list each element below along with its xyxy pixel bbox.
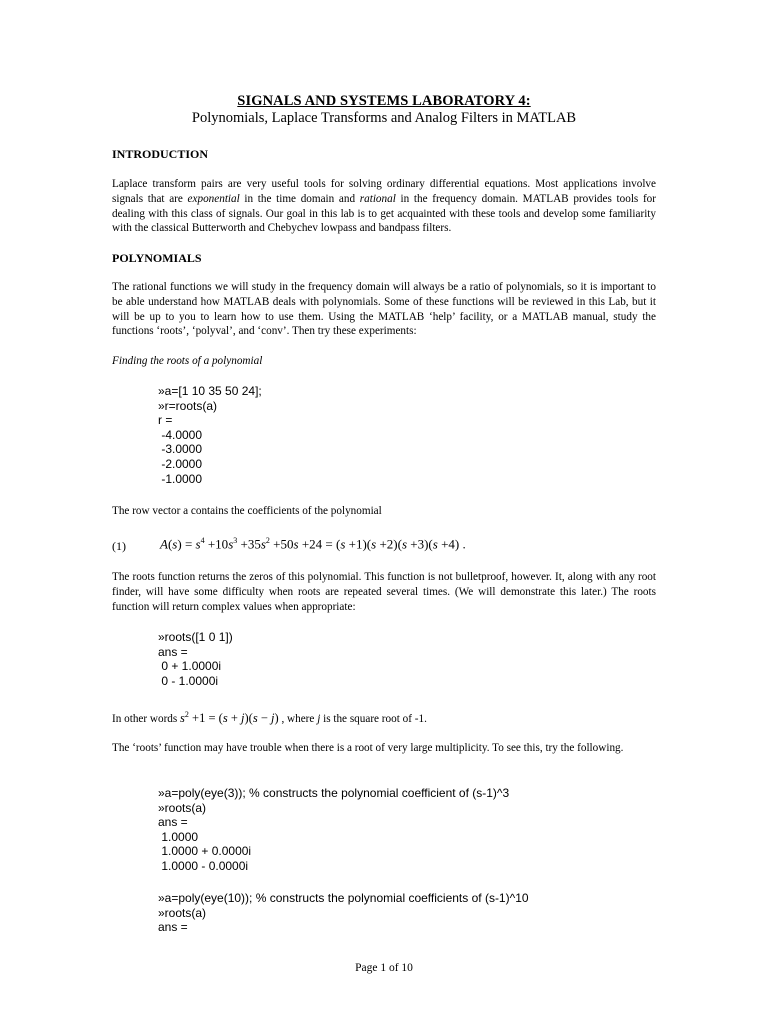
code-block-multiplicity-3: »a=poly(eye(3)); % constructs the polynomial coefficient of (s-1)^3 »roots(a) ans = 1.0000 1.0000 + 0.0000i 1.0000 - 0.0000i [158,786,510,873]
lab-subtitle: Polynomials, Laplace Transforms and Analog Filters in MATLAB [191,110,577,126]
equation-1 [112,536,672,556]
code-block-roots: »a=[1 10 35 50 24]; »r=roots(a) r = -4.0000 -3.0000 -2.0000 -1.0000 [158,384,262,486]
inline-equation: $s^2 +1 = (s + j)(s - j)$ [180,710,279,726]
roots-subheading: Finding the roots of a polynomial [112,355,263,367]
equation-polynomial: $A(s) = s^4 +10s^3 +35s^2 +50s +24 = (s +1)(s +2)(s +3)(s +4)$ . [160,536,466,552]
other-words-paragraph: In other words $s^2 +1 = (s + j)(s - j)$ , where j is the square root of -1. [112,710,427,726]
introduction-paragraph: Laplace transform pairs are very useful tools for solving ordinary differential equations. Most applications involve signals that are exponential in the time domain and rational in the frequency domain. MATLAB provides tools for dealing with this class of signals. Our goal in this lab is to get acquainted with these tools and develop some familiarity with the classical Butterworth and Chebychev lowpass and bandpass filters. [112,178,656,235]
code-block-multiplicity-10: »a=poly(eye(10)); % constructs the polynomial coefficients of (s-1)^10 »roots(a) ans = [158,891,529,935]
equation-number: (1) [112,539,126,553]
polynomials-heading: POLYNOMIALS [112,251,202,265]
trouble-paragraph: The ‘roots’ function may have trouble when there is a root of very large multiplicity. To see this, try the following. [112,742,624,754]
page-footer: Page 1 of 10 [355,962,413,974]
code-block-complex-roots: »roots([1 0 1]) ans = 0 + 1.0000i 0 - 1.0000i [158,630,233,688]
polynomials-paragraph: The rational functions we will study in the frequency domain will always be a ratio of polynomials, so it is important to be able understand how MATLAB deals with polynomials. Some of these functions will be reviewed in this Lab, but it will be up to you to learn how to use them. Using the MATLAB ‘help’ facility, or a MATLAB manual, study the functions ‘roots’, ‘polyval’, and ‘conv’. Then try these experiments: [112,281,656,338]
row-vector-paragraph: The row vector a contains the coefficients of the polynomial [112,505,382,517]
roots-function-paragraph: The roots function returns the zeros of this polynomial. This function is not bulletproof, however. It, along with any root finder, will have some difficulty when roots are repeated several times. (We will demonstrate this later.) The roots function will return complex values when appropriate: [112,571,656,613]
introduction-heading: INTRODUCTION [112,147,209,161]
lab-title: SIGNALS AND SYSTEMS LABORATORY 4: [237,93,531,109]
